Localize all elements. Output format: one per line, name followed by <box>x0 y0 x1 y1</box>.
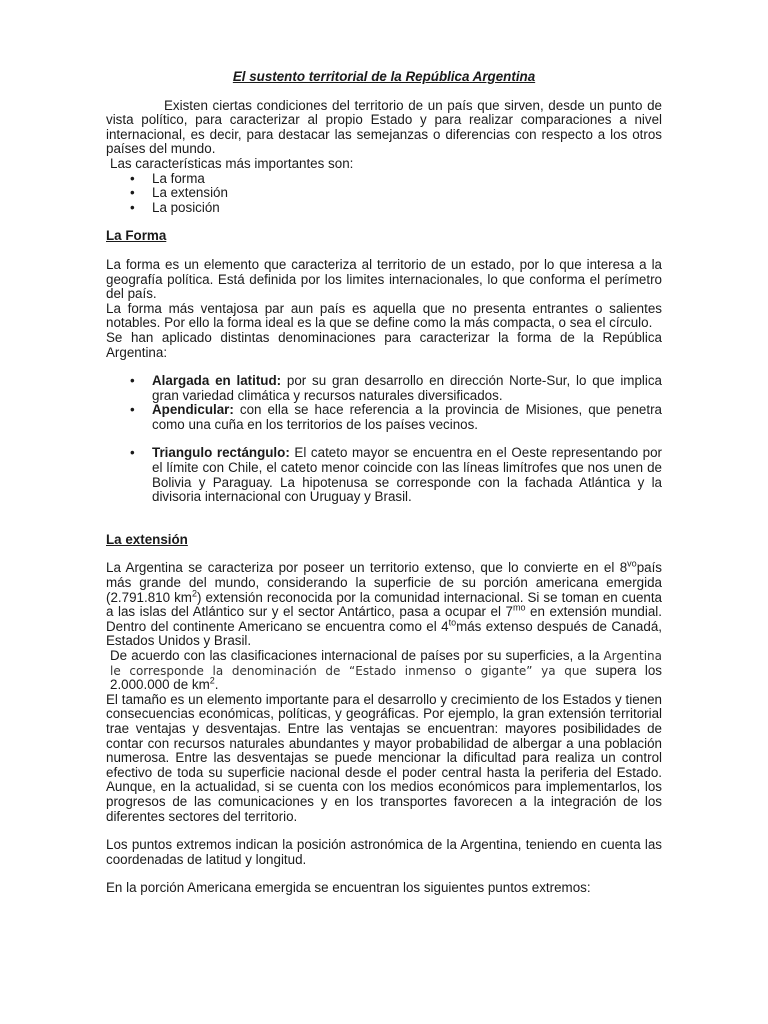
section-heading-forma: La Forma <box>106 228 167 244</box>
forma-denominations-list <box>106 374 662 432</box>
term-description: El cateto mayor se encuentra en el Oeste representando por el límite con Chile, el cateto menor coincide con las líneas limítrofes que nos unen de Bolivia y Paraguay. La hipotenusa se corresponde con la fachada Atlántica y la divisoria internacional con Uruguay y Brasil. <box>152 445 663 505</box>
extension-paragraph-3: El tamaño es un elemento importante para el desarrollo y crecimiento de los Estados y tienen consecuencias económicas, políticas, y geográficas. Por ejemplo, la gran extensión territorial trae ventajas y desventajas. Entre las ventajas se encuentran: mayores posibilidades de contar con recursos naturales abundantes y mayor probabilidad de albergar a una población numerosa. Entre las desventajas se puede mencionar la dificultad para realiza un control efectivo de toda su superficie nacional desde el poder central hasta la periferia del Estado. Aunque, en la actualidad, si se cuenta con los medios económicos para implementarlos, los progresos de las comunicaciones y en los transportes favorecen a la integración de los diferentes sectores del territorio. <box>106 691 662 824</box>
term-label: Triangulo rectángulo: <box>152 445 290 461</box>
list-item <box>106 374 662 403</box>
characteristics-list <box>106 172 662 216</box>
list-item: • La forma <box>106 172 662 187</box>
term-description: por su gran desarrollo en dirección Norte-Sur, lo que implica gran variedad climática y recursos naturales diversificados. <box>152 373 662 403</box>
forma-paragraph-1: La forma es un elemento que caracteriza al territorio de un estado, por lo que interesa a la geografía política. Está definida por los limites internacionales, lo que conforma el perímetro del país. <box>106 256 662 302</box>
extension-paragraph-4: Los puntos extremos indican la posición astronómica de la Argentina, teniendo en cuenta las coordenadas de latitud y longitud. <box>106 837 662 867</box>
list-item: • La extensión <box>106 186 662 201</box>
extension-paragraph-1: La Argentina se caracteriza por poseer un territorio extenso, que lo convierte en el $8^{vo}país$ más grande del mundo, considerando la superficie de su porción americana emergida (2.791.810 $km^2$) extensión reconocida por la comunidad internacional. Si se toman en cuenta a las islas del Atlántico sur y el sector Antártico, pasa a ocupar el $7^{mo}$ en extensión mundial. Dentro del continente Americano se encuentra como el $4^{to}más$ extenso después de Canadá, Estados Unidos y Brasil. <box>106 558 663 649</box>
section-heading-extension: La extensión <box>106 531 188 547</box>
forma-denominations-list-2 <box>106 446 662 504</box>
list-item: • La posición <box>106 201 662 216</box>
term-description: con ella se hace referencia a la provincia de Misiones, que penetra como una cuña en los territorios de los países vecinos. <box>152 402 662 432</box>
intro-list-lead: Las características más importantes son: <box>110 155 354 171</box>
extension-paragraph-5: En la porción Americana emergida se encuentran los siguientes puntos extremos: <box>106 880 591 896</box>
document-page <box>106 70 662 896</box>
intro-paragraph: Existen ciertas condiciones del territorio de un país que sirven, desde un punto de vista político, para caracterizar al propio Estado y para realizar comparaciones a nivel internacional, es decir, para destacar las semejanzas o diferencias con respecto a los otros países del mundo. <box>106 97 662 157</box>
alt-font-text: Argentina le corresponde la denominación de “Estado inmenso o gigante” ya que <box>110 649 662 678</box>
list-item <box>106 403 662 432</box>
forma-paragraph-3: Se han aplicado distintas denominaciones para caracterizar la forma de la República Argentina: <box>106 329 662 360</box>
term-label: Alargada en latitud: <box>152 373 282 389</box>
term-label: Apendicular: <box>152 402 234 418</box>
extension-paragraph-2: De acuerdo con las clasificaciones internacional de países por su superficies, a la Argentina le corresponde la denominación de “Estado inmenso o gigante” ya que supera los 2.000.000 de $km^2$. <box>110 648 662 693</box>
document-title: El sustento territorial de la República Argentina <box>232 69 536 84</box>
list-item <box>106 446 662 504</box>
forma-paragraph-2: La forma más ventajosa par aun país es aquella que no presenta entrantes o salientes notables. Por ello la forma ideal es la que se define como la más compacta, o sea el círculo. <box>106 300 662 331</box>
